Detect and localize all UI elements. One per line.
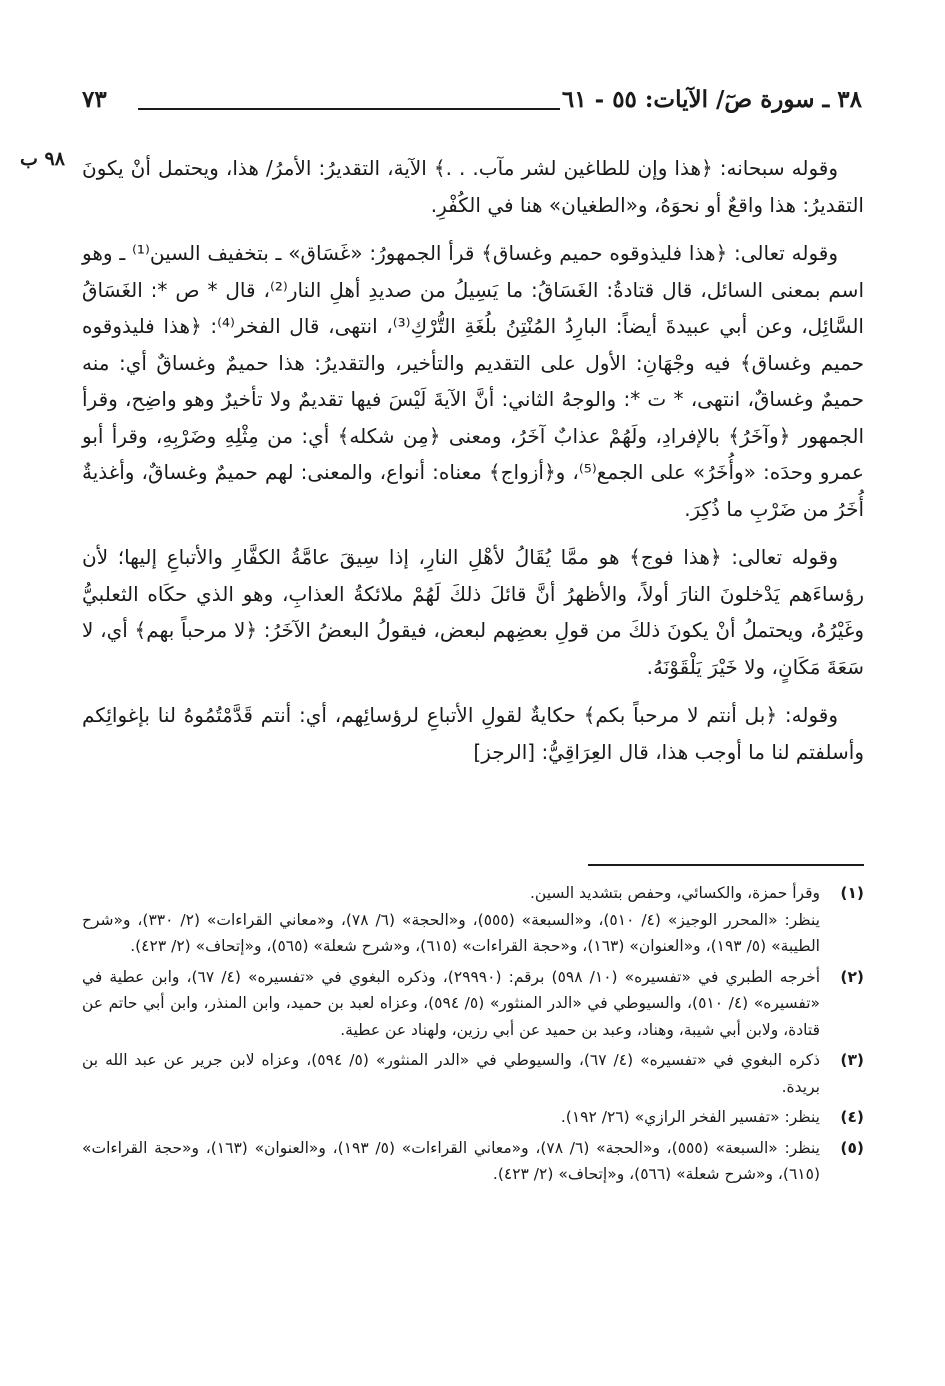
page-number: ٧٣ bbox=[82, 86, 107, 113]
paragraph-1: وقوله سبحانه: ﴿هذا وإن للطاغين لشر مآب. . .﴾ الآية، التقديرُ: الأمرُ/ هذا، ويحتمل أنْ يكونَ التقديرُ: هذا واقعٌ أو نحوَهُ، و«الطغيان» هنا في الكُفْرِ. bbox=[82, 156, 864, 217]
paragraph-2: وقوله تعالى: ﴿هذا فليذوقوه حميم وغساق﴾ قرأ الجمهورُ: «غَسَاق» ـ بتخفيف السين⁽¹⁾ ـ وهو اسم بمعنى السائل، قال قتادةُ: الغَسَاقُ: ما يَسِيلُ من صديدِ أهلِ النار⁽²⁾، قال * ص *: الغَسَاقُ السَّائِل، وعن أبي عبيدةَ أيضاً: البارِدُ المُنْتِنُ بلُغَةِ التُّرْكِ⁽³⁾، انتهى، قال الفخر⁽⁴⁾: ﴿هذا فليذوقوه حميم وغساق﴾ فيه وجْهَانِ: الأول على التقديم والتأخير، والتقديرُ: هذا حميمٌ وغساقٌ أي: منه حميمٌ وغساقٌ، انتهى، * ت *: والوجهُ الثاني: أنَّ الآيةَ لَيْسَ فيها تقديمٌ ولا تأخيرٌ وهو واضِح، وقرأ الجمهور ﴿وآخَرُ﴾ بالإفرادِ، ولَهُمْ عذابٌ آخَرُ، ومعنى ﴿مِن شكله﴾ أي: من مِثْلِهِ وضَرْبِهِ، وقرأ أبو عمرو وحدَه: «وأُخَرُ» على الجمع⁽⁵⁾، و﴿أزواج﴾ معناه: أنواع، والمعنى: لهم حميمٌ وغساقٌ، وأغذيةٌ أُخَرُ من ضَرْبِ ما ذُكِرَ. bbox=[82, 241, 864, 521]
footnote-body bbox=[82, 880, 820, 960]
footnotes bbox=[82, 880, 864, 1192]
footnote-separator bbox=[588, 864, 864, 866]
footnote-body bbox=[82, 1047, 820, 1100]
footnote-4 bbox=[82, 1104, 864, 1131]
footnote-line: وقرأ حمزة، والكسائي، وحفص بتشديد السين. bbox=[529, 884, 820, 902]
main-text bbox=[82, 150, 864, 782]
footnote-body bbox=[82, 1104, 820, 1131]
footnote-1 bbox=[82, 880, 864, 960]
footnote-line: أخرجه الطبري في «تفسيره» (١٠/ ٥٩٨) برقم: (٢٩٩٩٠)، وذكره البغوي في «تفسيره» (٤/ ٦٧)، وابن عطية في «تفسيره» (٤/ ٥١٠)، والسيوطي في «الدر المنثور» (٥/ ٥٩٤)، وعزاه لعبد بن حميد، وابن المنذر، وابن أبي حاتم عن قتادة، ولابن أبي شيبة، وهناد، وعبد بن حميد عن أبي رزين، ولهناد عن عطية. bbox=[82, 967, 821, 1039]
footnote-number: (٥) bbox=[840, 1138, 864, 1157]
footnote-body bbox=[82, 964, 820, 1044]
footnote-line: ينظر: «تفسير الفخر الرازي» (٢٦/ ١٩٢). bbox=[560, 1108, 820, 1126]
footnote-number: (٢) bbox=[840, 967, 864, 986]
footnote-line: ذكره البغوي في «تفسيره» (٤/ ٦٧)، والسيوطي في «الدر المنثور» (٥/ ٥٩٤)، وعزاه لابن جرير عن عبد الله بن بريدة. bbox=[82, 1051, 820, 1096]
paragraph-3: وقوله تعالى: ﴿هذا فوج﴾ هو ممَّا يُقَالُ لأهْلِ النارِ، إذا سِيقَ عامَّةُ الكفَّارِ والأتباعِ إليها؛ لأن رؤساءَهم يَدْخلونَ النارَ أولاً، والأظهرُ أنَّ قائلَ ذلكَ لَهُمْ ملائكةُ العذابِ، وهو الذي حكَاه الثعلبيُّ وغَيْرُهُ، ويحتملُ أنْ يكونَ ذلكَ من قولِ بعضِهم لبعض، فيقولُ البعضُ الآخَرُ: ﴿لا مرحباً بهم﴾ أي، لا سَعَةَ مَكَانٍ، ولا خَيْرَ يَلْقَوْنَهُ. bbox=[82, 545, 864, 679]
paragraph-4: وقوله: ﴿بل أنتم لا مرحباً بكم﴾ حكايةٌ لقولِ الأتباعِ لرؤسائِهم، أي: أنتم قَدَّمْتُمُوهُ لنا بإغوائِكم وأسلفتم لنا ما أوجب هذا، قال العِرَاقِيُّ: [الرجز] bbox=[82, 703, 864, 764]
page-header bbox=[82, 86, 862, 126]
footnote-line: ينظر: «السبعة» (٥٥٥)، و«الحجة» (٦/ ٧٨)، و«معاني القراءات» (٥/ ١٩٣)، و«العنوان» (١٦٣)، و«حجة القراءات» (٦١٥)، و«شرح شعلة» (٥٦٦)، و«إتحاف» (٢/ ٤٢٣). bbox=[82, 1138, 820, 1183]
footnote-2 bbox=[82, 964, 864, 1044]
header-rule bbox=[138, 108, 560, 110]
footnote-number: (٤) bbox=[840, 1108, 864, 1126]
footnote-5 bbox=[82, 1135, 864, 1188]
margin-folio-note: ٩٨ ب bbox=[20, 148, 65, 170]
footnote-number: (٣) bbox=[840, 1051, 864, 1069]
running-title: ٣٨ ـ سورة صٓ/ الآيات: ٥٥ - ٦١ bbox=[561, 86, 862, 113]
footnote-line: ينظر: «المحرر الوجيز» (٤/ ٥١٠)، و«السبعة» (٥٥٥)، و«الحجة» (٦/ ٧٨)، و«معاني القراءات» (٢/ ٣٣٠)، و«شرح الطيبة» (٥/ ١٩٣)، و«العنوان» (١٦٣)، و«حجة القراءات» (٦١٥)، و«شرح شعلة» (٥٦٥)، و«إتحاف» (٢/ ٤٢٣). bbox=[82, 910, 820, 955]
footnote-body bbox=[82, 1135, 820, 1188]
footnote-3 bbox=[82, 1047, 864, 1100]
footnote-number: (١) bbox=[840, 884, 864, 902]
